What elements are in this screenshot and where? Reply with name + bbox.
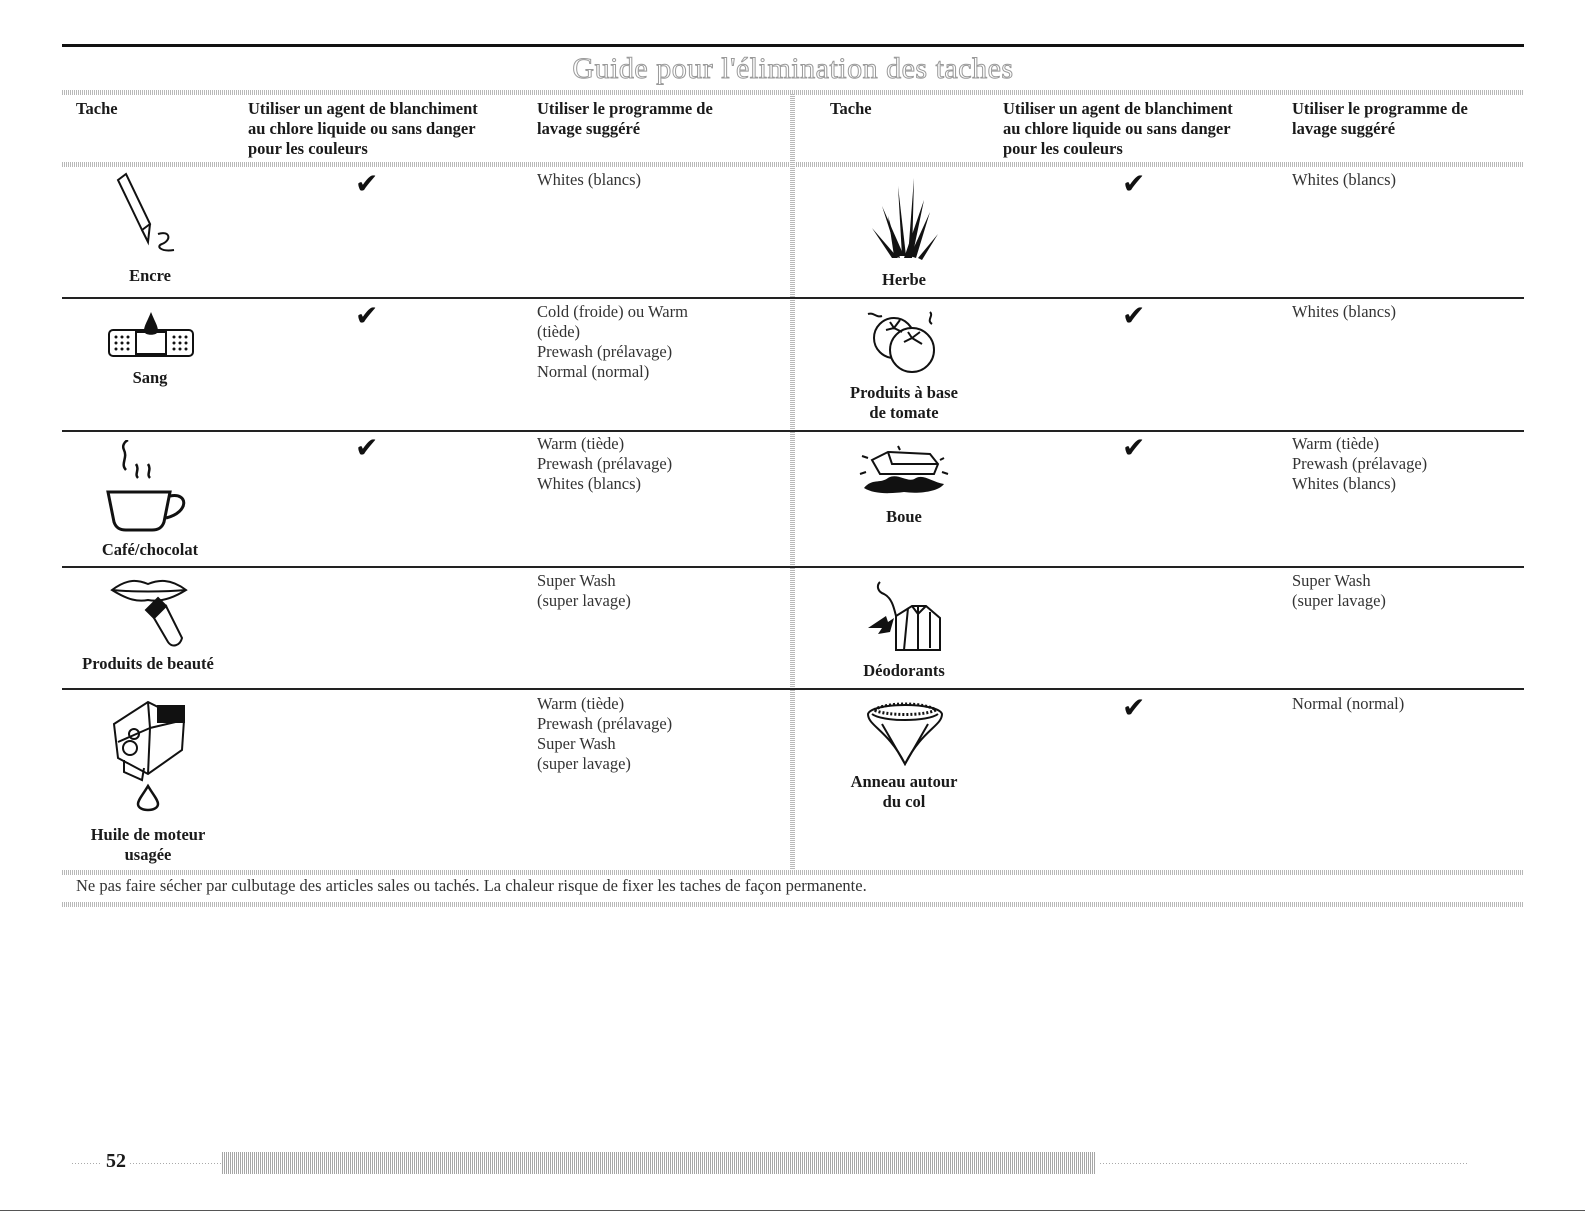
program-text: Whites (blancs) [537,170,642,189]
bleach-check: ✔ [1122,691,1146,724]
row-divider [62,566,1524,568]
engine-oil-icon [104,698,194,816]
tomato-icon [864,308,946,374]
collar-icon [862,700,948,766]
drying-warning-note: Ne pas faire sécher par culbutage des articles sales ou tachés. La chaleur risque de fixer les taches de façon permanente. [76,876,867,895]
stain-label-huile: Huile de moteur usagée [90,825,206,864]
row-divider [62,688,1524,690]
stain-label-herbe: Herbe [882,270,926,289]
program-text: Whites (blancs) [1292,302,1397,321]
stain-label-col: Anneau autour du col [850,772,958,811]
stain-label-deodorants: Déodorants [863,661,945,680]
deodorant-shirt-icon [864,578,950,654]
bleach-check: ✔ [1122,299,1146,332]
mud-icon [858,444,950,496]
bleach-check: ✔ [1122,431,1146,464]
coffee-cup-icon [104,440,190,536]
program-text: Super Wash (super lavage) [537,571,631,610]
program-text: Cold (froide) ou Warm (tiède) Prewash (prélavage) Normal (normal) [537,302,688,381]
program-text: Whites (blancs) [1292,170,1397,189]
header-bleach-right: Utiliser un agent de blanchiment au chlore liquide ou sans danger pour les couleurs [1003,99,1233,158]
program-text: Super Wash (super lavage) [1292,571,1386,610]
lipstick-icon [108,576,194,650]
grass-icon [868,176,942,262]
bottom-rule [0,1210,1585,1211]
header-tache-left: Tache [76,99,118,118]
program-text: Normal (normal) [1292,694,1405,713]
bleach-check: ✔ [355,167,379,200]
footer-dots [1100,1163,1468,1164]
stain-label-sang: Sang [132,368,168,387]
table-bottom-divider [62,870,1524,875]
stain-label-boue: Boue [886,507,922,526]
note-divider [62,902,1524,907]
stain-label-encre: Encre [129,266,171,285]
header-program-left: Utiliser le programme de lavage suggéré [537,99,713,138]
footer-dots [130,1163,222,1164]
row-divider [62,430,1524,432]
header-program-right: Utiliser le programme de lavage suggéré [1292,99,1468,138]
row-divider [62,297,1524,299]
bandage-icon [106,310,196,360]
header-tache-right: Tache [830,99,872,118]
bleach-check: ✔ [355,431,379,464]
program-text: Warm (tiède) Prewash (prélavage) Super Wash (super lavage) [537,694,673,773]
top-rule [62,44,1524,47]
page-title: Guide pour l'élimination des taches [572,52,1014,85]
pen-icon [112,172,190,262]
program-text: Warm (tiède) Prewash (prélavage) Whites (blancs) [537,434,673,493]
footer-bar [222,1152,1096,1174]
column-separator [790,94,795,873]
bleach-check: ✔ [355,299,379,332]
header-bleach-left: Utiliser un agent de blanchiment au chlore liquide ou sans danger pour les couleurs [248,99,478,158]
stain-label-tomate: Produits à base de tomate [850,383,958,422]
page-number: 52 [106,1150,126,1172]
footer-dots [72,1163,102,1164]
stain-label-beaute: Produits de beauté [82,654,214,673]
bleach-check: ✔ [1122,167,1146,200]
program-text: Warm (tiède) Prewash (prélavage) Whites (blancs) [1292,434,1428,493]
stain-label-cafe: Café/chocolat [101,540,199,559]
